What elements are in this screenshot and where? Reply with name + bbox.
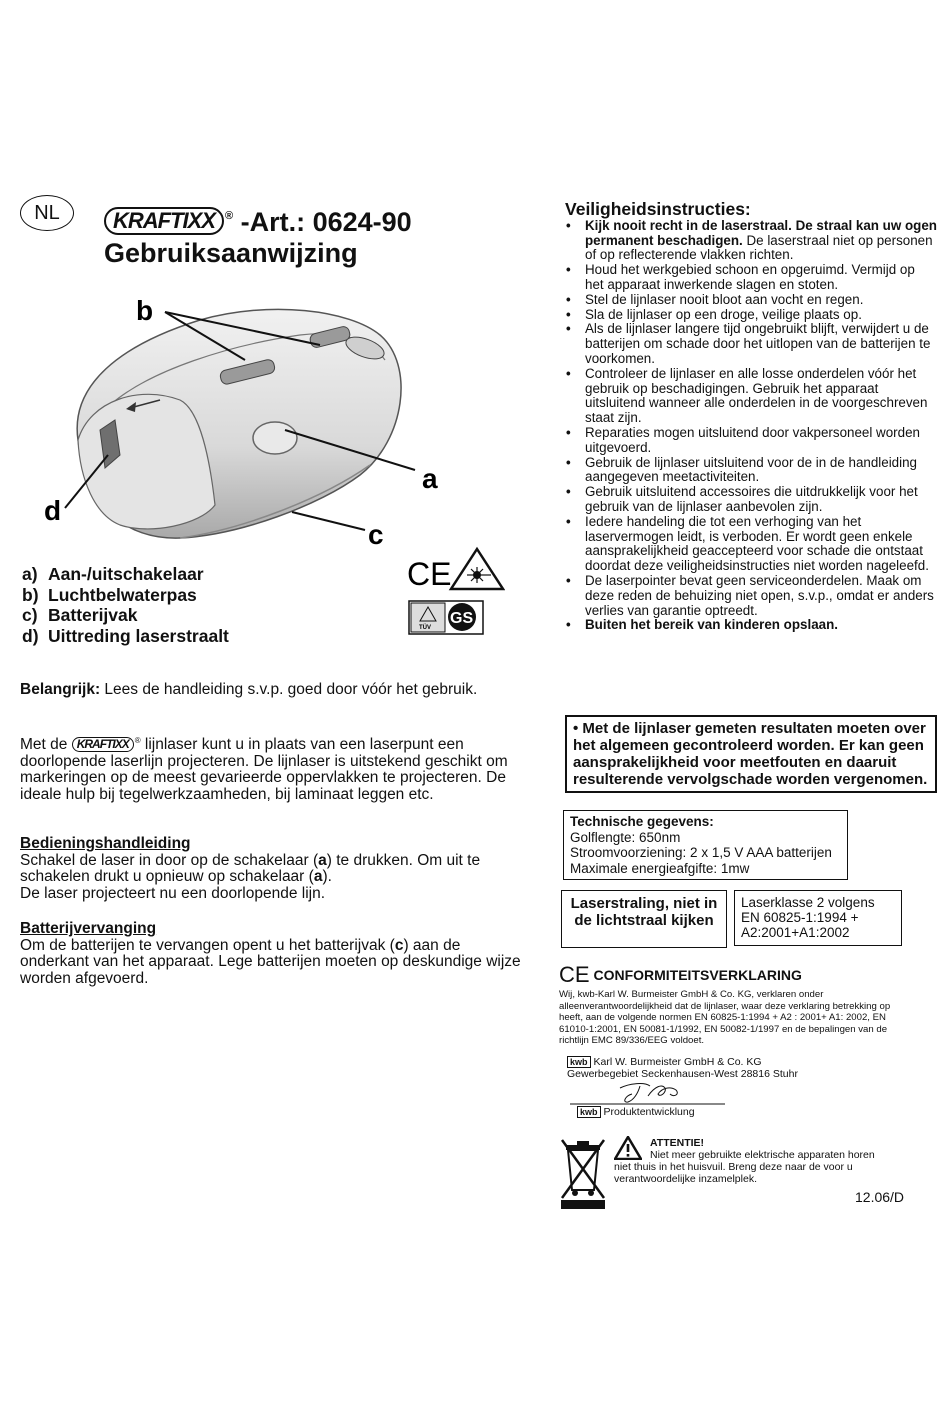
laser-class-box: Laserklasse 2 volgens EN 60825-1:1994 + A2:2001+A1:2002 [734, 890, 902, 946]
list-item: a) Aan-/uitschakelaar [22, 564, 204, 584]
list-item: b) Luchtbelwaterpas [22, 584, 197, 605]
department: kwb Produktentwicklung [577, 1106, 695, 1118]
crossed-out-bin-icon [558, 1136, 608, 1211]
laser-radiation-warning: Laserstraling, niet in de lichtstraal kijken [561, 890, 727, 948]
laser-warning-icon [451, 549, 503, 589]
product-title [104, 207, 412, 238]
safety-heading: Veiligheidsinstructies: [565, 199, 751, 219]
list-item: • Buiten het bereik van kinderen opslaan. [565, 618, 937, 633]
kwb-logo: kwb [567, 1056, 591, 1068]
company-address: kwb Karl W. Burmeister GmbH & Co. KG Gewerbegebiet Seckenhausen-West 28816 Stuhr [567, 1056, 798, 1080]
list-item: • Houd het werkgebied schoon en opgeruimd. Vermijd op het apparaat inwerkende slagen en stoten. [565, 263, 937, 293]
conformity-text: Wij, kwb-Karl W. Burmeister GmbH & Co. KG, verklaren onder alleenverantwoordelijkheid dat de lijnlaser, waar deze verklaring betrekking op heeft, aan de volgende normen EN 60825-1:1994 + A2 : 2001+ A1: 2002, EN 61010-1:2001, EN 50081-1/1992, EN 50082-1/1997 en de bepalingen van de richtlijn EMC 89/336/EEG voldoet. [559, 989, 891, 1047]
brand-logo: KRAFTIXX [104, 207, 224, 235]
list-item: • Reparaties mogen uitsluitend door vakpersoneel worden uitgevoerd. [565, 426, 937, 456]
callout-b: b [136, 295, 154, 326]
list-item: • Stel de lijnlaser nooit bloot aan vocht en regen. [565, 293, 937, 308]
important-note: Belangrijk: Lees de handleiding s.v.p. goed door vóór het gebruik. [20, 681, 478, 698]
battery-section: Batterijvervanging Om de batterijen te vervangen opent u het batterijvak (c) aan de onderkant van het apparaat. Lege batterijen moeten op deskundige wijze worden afgevoerd. [20, 920, 521, 987]
attention-notice [614, 1137, 884, 1185]
list-item: • Gebruik de lijnlaser uitsluitend voor de in de handleiding aangegeven meetactiviteiten. [565, 456, 937, 486]
list-item: • Als de lijnlaser langere tijd ongebruikt blijft, verwijdert u de batterijen om schade door het uitlopen van de batterijen te voorkomen. [565, 322, 937, 366]
conformity-title: CONFORMITEITSVERKLARING [593, 967, 802, 983]
product-illustration [30, 290, 450, 560]
certification-marks [405, 545, 505, 637]
list-item: d) Uittreding laserstraalt [22, 625, 229, 646]
list-item: • Iedere handeling die tot een verhoging van het laservermogen leidt, is verboden. Er wordt geen enkele aansprakelijkheid geaccepteerd voor schade die ontstaat doordat deze veiligheidsinstructies niet worden nageleefd. [565, 515, 937, 574]
callout-c: c [368, 519, 384, 550]
attention-title: ATTENTIE! [650, 1137, 705, 1149]
conformity-declaration [559, 962, 909, 1047]
list-item: • Kijk nooit recht in de laserstraal. De straal kan uw ogen permanent beschadigen. De laserstraal niet op personen of op reflecterende vlakken richten. [565, 219, 937, 263]
tuv-gs-mark [409, 601, 483, 634]
attention-text: Niet meer gebruikte elektrische apparaten horen niet thuis in het huisvuil. Breng deze naar de voor u verantwoordelijke inzamelplek. [614, 1149, 875, 1185]
operation-heading: Bedieningshandleiding [20, 835, 191, 852]
ce-mark: CE [407, 556, 452, 592]
document-code: 12.06/D [855, 1189, 905, 1205]
technical-data-box: Technische gegevens: Golflengte: 650nm Stroomvoorziening: 2 x 1,5 V AAA batterijen Maximale energieafgifte: 1mw [563, 810, 848, 880]
measurement-warning-box: • Met de lijnlaser gemeten resultaten moeten over het algemeen gecontroleerd worden. Er kan geen aansprakelijkheid voor meetfouten en daaruit resulterende vervolgschade worden vergenomen. [565, 715, 937, 793]
list-item: • Sla de lijnlaser op een droge, veilige plaats op. [565, 308, 937, 323]
list-item: • De laserpointer bevat geen serviceonderdelen. Maak om deze reden de behuizing niet open, s.v.p., omdat er anders verlies van garantie optreedt. [565, 574, 937, 618]
brand-logo-small: KRAFTIXX [72, 737, 134, 752]
svg-text:TÜV: TÜV [419, 625, 431, 631]
callout-a: a [422, 463, 438, 494]
registered-mark: ® [225, 210, 234, 222]
kwb-logo: kwb [577, 1106, 601, 1118]
operation-section: Bedieningshandleiding Schakel de laser in door op de schakelaar (a) te drukken. Om uit te schakelen drukt u opnieuw op schakelaar (a). De laser projecteert nu een doorlopende lijn. [20, 835, 481, 902]
svg-text:GS: GS [450, 610, 474, 627]
ce-mark-small: CE [559, 962, 590, 987]
list-item: • Gebruik uitsluitend accessoires die uitdrukkelijk voor het gebruik van de lijnlaser aanbevolen zijn. [565, 485, 937, 515]
signature [570, 1078, 730, 1108]
safety-instructions [565, 199, 937, 633]
battery-heading: Batterijvervanging [20, 920, 157, 937]
document-title: Gebruiksaanwijzing [104, 238, 358, 268]
callout-d: d [44, 495, 62, 526]
article-number: -Art.: 0624-90 [240, 207, 412, 237]
parts-list [22, 564, 229, 646]
list-item: c) Batterijvak [22, 605, 138, 625]
list-item: • Controleer de lijnlaser en alle losse onderdelen vóór het gebruik op beschadigingen. Gebruik het apparaat uitsluitend wanneer alle onderdelen in de voorgeschreven staat zijn. [565, 367, 937, 426]
intro-paragraph: Met de KRAFTIXX ® lijnlaser kunt u in plaats van een laserpunt een doorlopende laserlijn projecteren. De lijnlaser is uitstekend geschikt om markeringen op de meest gevarieerde oppervlakken te projecteren. De ideale hulp bij tegelwerkzaamheden, bij laminaat leggen etc. [20, 736, 508, 803]
language-badge: NL [20, 195, 74, 231]
